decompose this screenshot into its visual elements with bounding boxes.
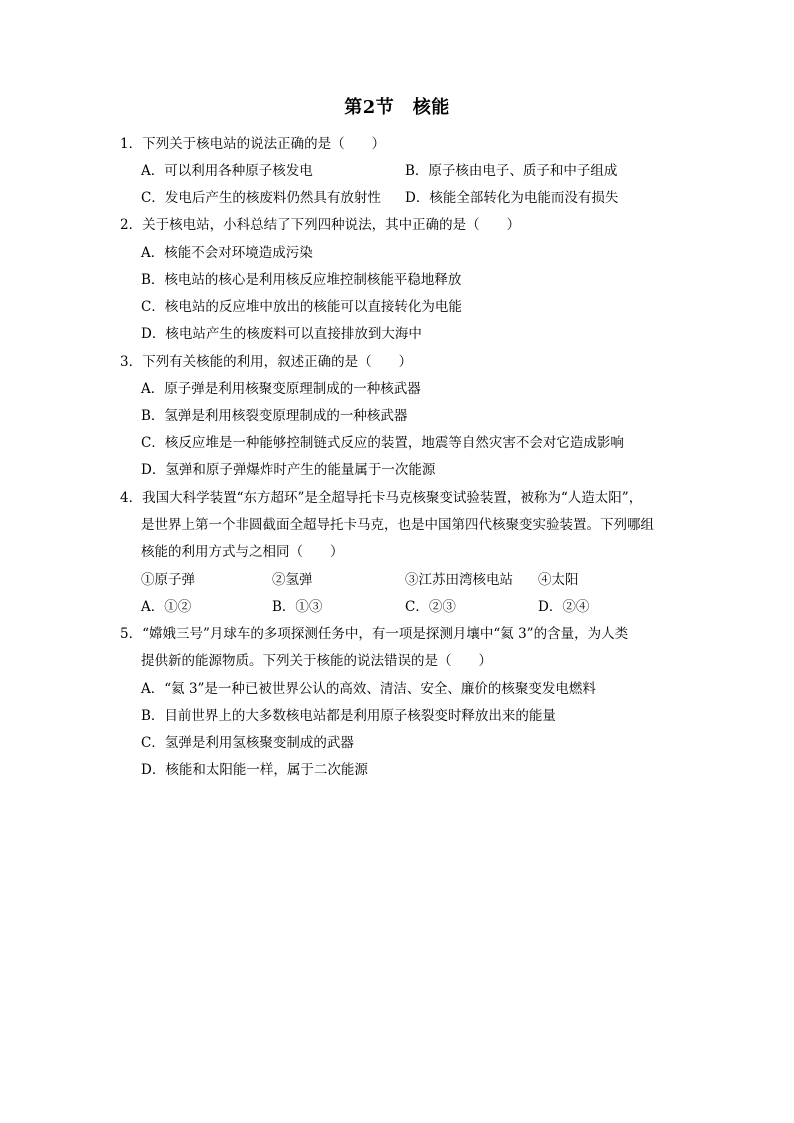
question-2-option-c: C．核电站的反应堆中放出的核能可以直接转化为电能 <box>141 299 462 315</box>
question-4-item-1: ①原子弹 <box>141 572 195 588</box>
question-5-option-d: D．核能和太阳能一样，属于二次能源 <box>141 762 368 778</box>
question-4-item-4: ④太阳 <box>538 572 579 588</box>
question-5-option-b: B．目前世界上的大多数核电站都是利用原子核裂变时释放出来的能量 <box>141 708 556 724</box>
question-4-option-c: C．②③ <box>405 599 456 615</box>
question-1-stem: 1．下列关于核电站的说法正确的是（ ） <box>120 136 386 152</box>
page-title: 第2节 核能 <box>344 97 450 118</box>
question-3-option-a: A．原子弹是利用核聚变原理制成的一种核武器 <box>141 381 421 397</box>
question-5-option-c: C．氢弹是利用氢核聚变制成的武器 <box>141 735 354 751</box>
question-4-stem-line-2: 是世界上第一个非圆截面全超导托卡马克，也是中国第四代核聚变实验装置。下列哪组 <box>141 517 654 533</box>
question-3-option-c: C．核反应堆是一种能够控制链式反应的装置，地震等自然灾害不会对它造成影响 <box>141 435 624 451</box>
question-2-option-b: B．核电站的核心是利用核反应堆控制核能平稳地释放 <box>141 272 462 288</box>
question-2-option-a: A．核能不会对环境造成污染 <box>141 245 313 261</box>
question-3-option-d: D．氢弹和原子弹爆炸时产生的能量属于一次能源 <box>141 462 436 478</box>
question-5-option-a: A．“氦 3”是一种已被世界公认的高效、清洁、安全、廉价的核聚变发电燃料 <box>141 681 596 697</box>
question-4-option-a: A．①② <box>141 599 192 615</box>
question-1-option-b: B．原子核由电子、质子和中子组成 <box>405 163 618 179</box>
question-4-item-3: ③江苏田湾核电站 <box>405 572 513 588</box>
question-4-stem-line-3: 核能的利用方式与之相同（ ） <box>141 544 344 560</box>
question-5-stem-line-1: 5．“嫦娥三号”月球车的多项探测任务中，有一项是探测月壤中“氦 3”的含量，为人类 <box>120 626 629 642</box>
question-3-stem: 3．下列有关核能的利用，叙述正确的是（ ） <box>120 354 413 370</box>
question-1-option-a: A．可以利用各种原子核发电 <box>141 163 313 179</box>
question-5-stem-line-2: 提供新的能源物质。下列关于核能的说法错误的是（ ） <box>141 653 492 669</box>
question-3-option-b: B．氢弹是利用核裂变原理制成的一种核武器 <box>141 408 408 424</box>
question-1-option-d: D．核能全部转化为电能而没有损失 <box>405 190 619 206</box>
question-1-option-c: C．发电后产生的核废料仍然具有放射性 <box>141 190 381 206</box>
question-4-option-b: B．①③ <box>272 599 323 615</box>
question-4-option-d: D．②④ <box>538 599 590 615</box>
question-4-stem-line-1: 4．我国大科学装置“东方超环”是全超导托卡马克核聚变试验装置，被称为“人造太阳”， <box>120 490 643 506</box>
question-4-item-2: ②氢弹 <box>272 572 313 588</box>
question-2-stem: 2．关于核电站，小科总结了下列四种说法，其中正确的是（ ） <box>120 217 521 233</box>
question-2-option-d: D．核电站产生的核废料可以直接排放到大海中 <box>141 326 422 342</box>
